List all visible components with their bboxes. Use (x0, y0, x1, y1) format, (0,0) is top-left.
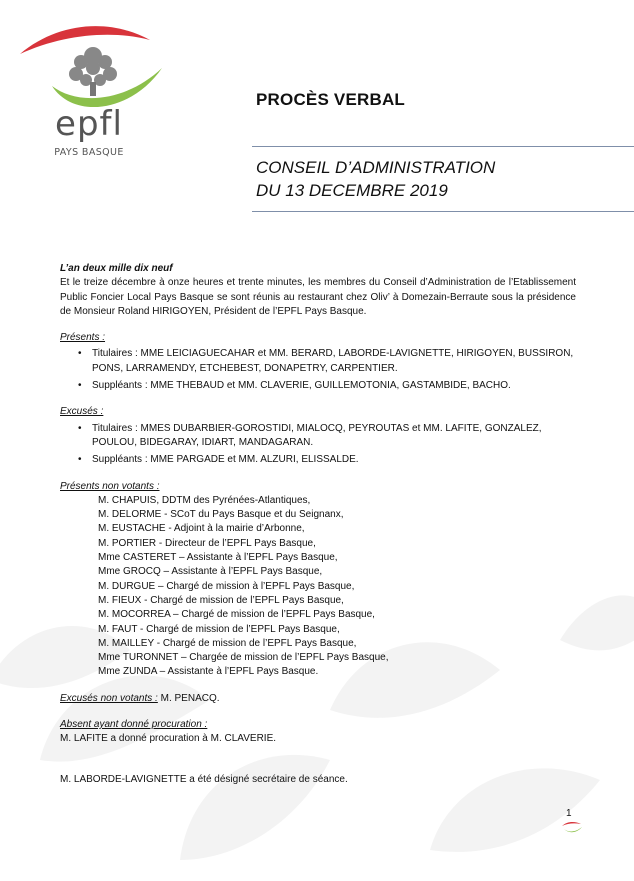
list-item: M. MAILLEY - Chargé de mission de l’EPFL Pays Basque, (98, 637, 357, 649)
list-item: M. FAUT - Chargé de mission de l’EPFL Pays Basque, (98, 623, 340, 635)
list-item: M. PORTIER - Directeur de l’EPFL Pays Basque, (98, 537, 316, 549)
excused-non-voting-title: Excusés non votants : (60, 692, 158, 704)
proxy-title: Absent ayant donné procuration : (60, 719, 208, 731)
list-item: • Suppléants : MME PARGADE et MM. ALZURI, ELISSALDE. (92, 453, 576, 467)
logo-subtitle: PAYS BASQUE (54, 147, 124, 158)
list-item: • Titulaires : MMES DUBARBIER-GOROSTIDI, MIALOCQ, PEYROUTAS et MM. LAFITE, GONZALEZ, POULOU, BIDEGARAY, IDIART, MANDAGARAN. (92, 422, 576, 451)
list-item: • Titulaires : MME LEICIAGUECAHAR et MM. BERARD, LABORDE-LAVIGNETTE, HIRIGOYEN, BUSSIRON, PONS, LARRAMENDY, ETCHEBEST, DONAPETRY, CARPENTIER. (92, 347, 576, 376)
list-item: M. DELORME - SCoT du Pays Basque et du Seignanx, (98, 509, 344, 521)
presents-title: Présents : (60, 332, 106, 344)
list-item: M. MOCORREA – Chargé de mission de l’EPFL Pays Basque, (98, 609, 375, 621)
logo-wordmark: epfl (55, 104, 123, 144)
excuses-list (60, 422, 576, 468)
proxy-text: M. LAFITE a donné procuration à M. CLAVERIE. (60, 733, 277, 745)
intro-paragraph: Et le treize décembre à onze heures et trente minutes, les membres du Conseil d’Administration de l’Etablissement Public Foncier Local Pays Basque se sont réunis au restaurant chez Oliv’ à Domezain-Berraute sous la présidence de Monsieur Roland HIRIGOYEN, Président de l’EPFL Pays Basque. (60, 277, 576, 317)
non-voting-list (60, 494, 576, 680)
intro-title: L’an deux mille dix neuf (60, 263, 173, 274)
list-item: • Suppléants : MME THEBAUD et MM. CLAVERIE, GUILLEMOTONIA, GASTAMBIDE, BACHO. (92, 379, 576, 393)
list-item: Mme CASTERET – Assistante à l’EPFL Pays Basque, (98, 552, 338, 564)
page-number: 1 (566, 808, 572, 819)
excused-non-voting-text: M. PENACQ. (157, 692, 220, 704)
secretary-text: M. LABORDE-LAVIGNETTE a été désigné secrétaire de séance. (60, 773, 348, 785)
header-divider-top (252, 146, 634, 147)
list-item: M. DURGUE – Chargé de mission à l’EPFL Pays Basque, (98, 580, 355, 592)
council-title-line2: DU 13 DECEMBRE 2019 (256, 181, 448, 200)
presents-list (60, 347, 576, 393)
council-title (256, 156, 495, 202)
list-item: Mme ZUNDA – Assistante à l’EPFL Pays Basque. (98, 666, 319, 678)
excused-non-voting-line (60, 692, 576, 706)
list-item: M. EUSTACHE - Adjoint à la mairie d’Arbonne, (98, 523, 305, 535)
minutes-body (60, 262, 576, 787)
council-title-line1: CONSEIL D’ADMINISTRATION (256, 158, 496, 177)
list-item: M. CHAPUIS, DDTM des Pyrénées-Atlantiques, (98, 494, 311, 506)
list-item: M. FIEUX - Chargé de mission de l’EPFL Pays Basque, (98, 594, 344, 606)
non-voting-title: Présents non votants : (60, 480, 160, 492)
header-divider-bottom (252, 211, 634, 212)
document-type-heading: PROCÈS VERBAL (256, 90, 406, 109)
list-item: Mme TURONNET – Chargée de mission de l’EPFL Pays Basque, (98, 652, 389, 664)
list-item: Mme GROCQ – Assistante à l’EPFL Pays Basque, (98, 566, 323, 578)
excuses-title: Excusés : (60, 406, 104, 418)
footer-logo-swoosh-icon (561, 820, 583, 834)
